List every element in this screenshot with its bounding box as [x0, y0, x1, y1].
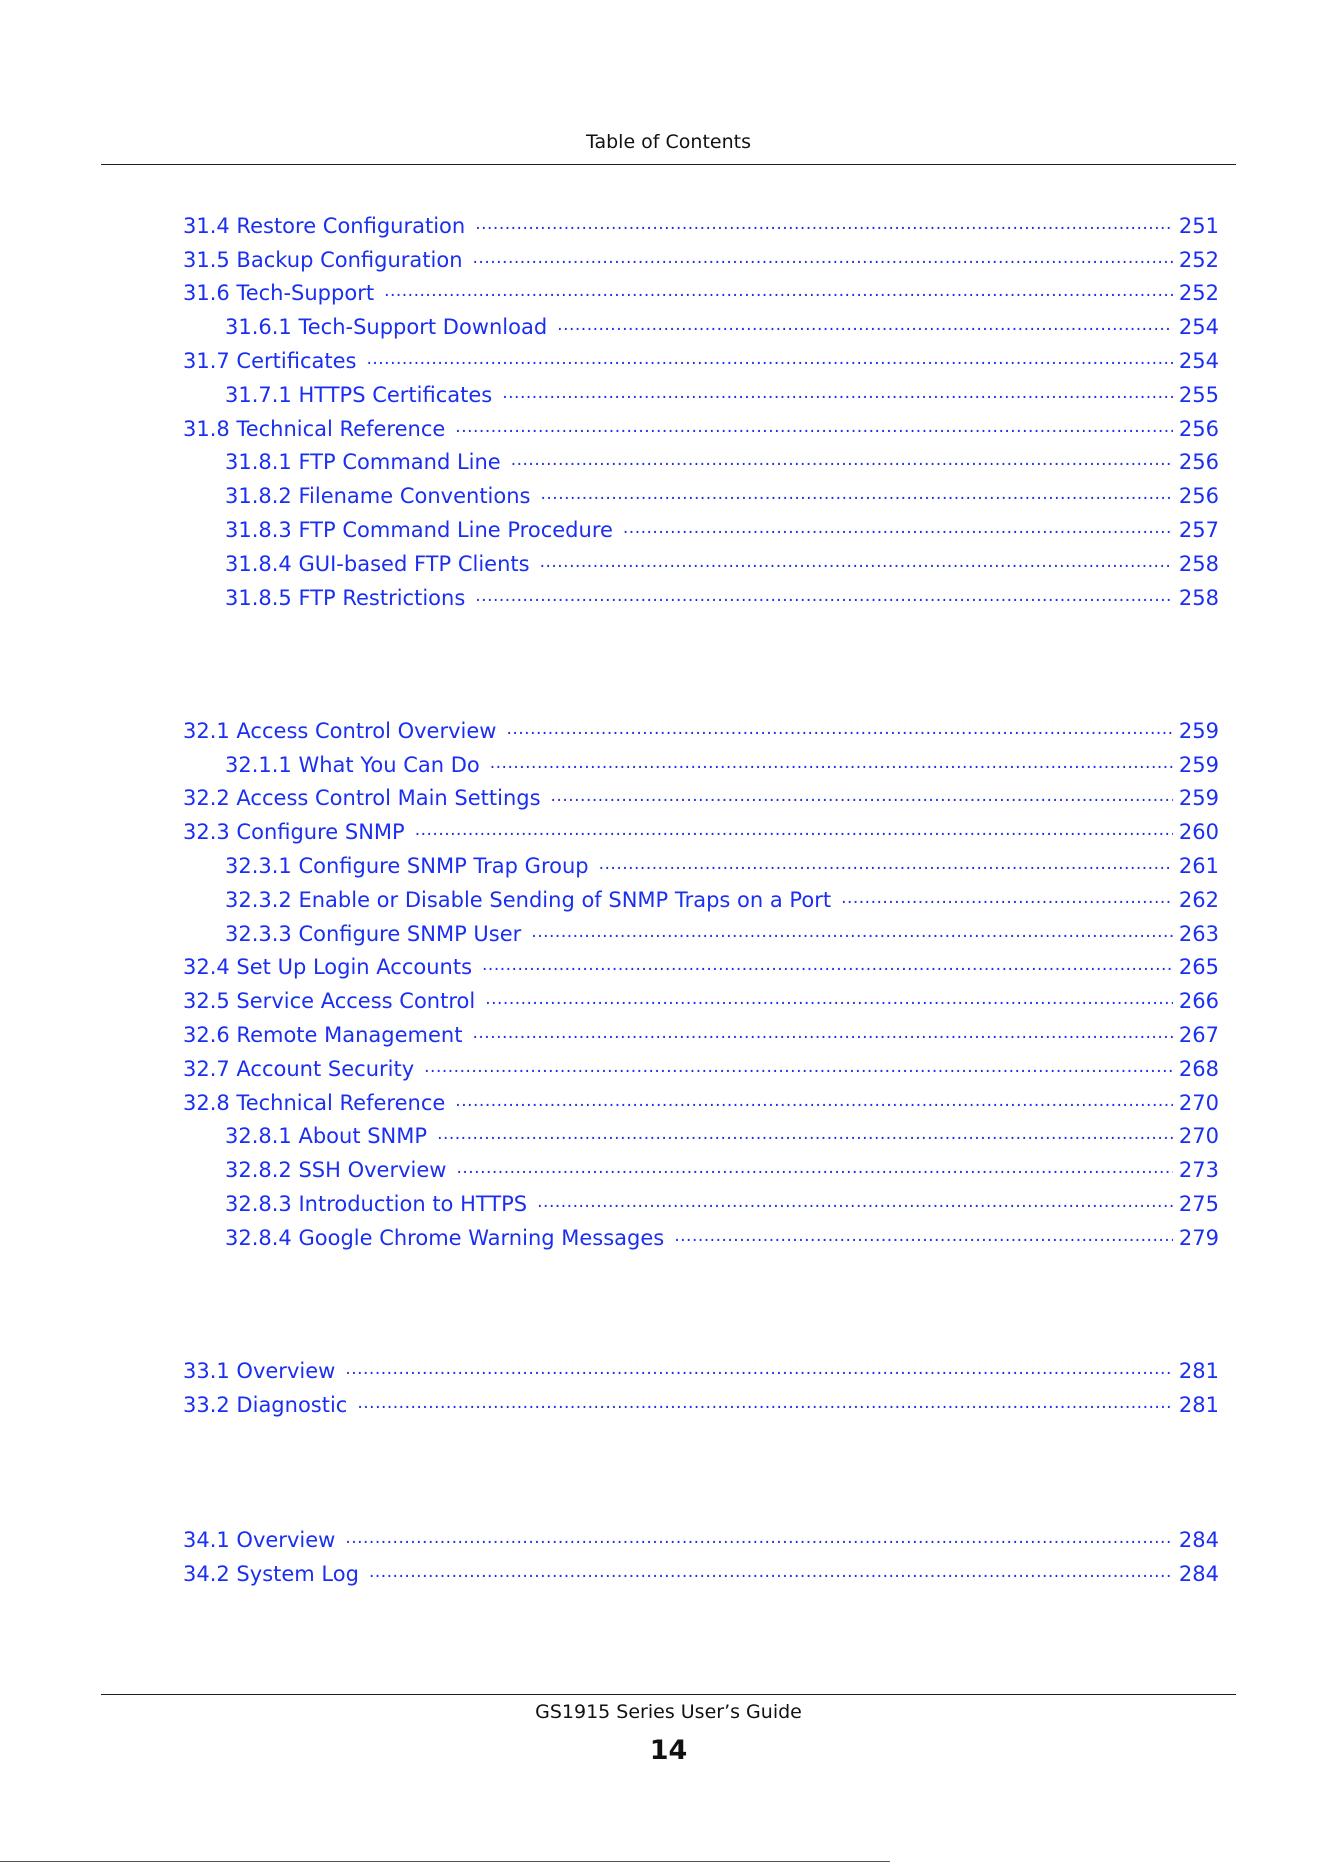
toc-group-chapter-32: [183, 714, 1219, 1255]
toc-entry-title: 32.3 Configure SNMP: [183, 820, 405, 845]
toc-dot-leader: [345, 1359, 1173, 1383]
toc-dot-leader: [472, 1023, 1172, 1047]
toc-entry[interactable]: [183, 1221, 1219, 1255]
toc-dot-leader: [511, 450, 1173, 474]
toc-entry-page: 270: [1178, 1124, 1219, 1149]
toc-entry-title: 32.3.1 Configure SNMP Trap Group: [225, 854, 589, 879]
toc-dot-leader: [369, 1562, 1173, 1586]
toc-entry-title: 31.8.2 Filename Conventions: [225, 484, 531, 509]
toc-entry-title: 33.1 Overview: [183, 1358, 336, 1383]
toc-entry[interactable]: [183, 815, 1219, 849]
toc-entry[interactable]: [183, 581, 1219, 615]
toc-entry-page: 255: [1178, 382, 1219, 407]
toc-entry-page: 275: [1178, 1192, 1219, 1217]
toc-entry[interactable]: [183, 1018, 1219, 1052]
toc-group-chapter-31: [183, 209, 1219, 615]
toc-entry-page: 252: [1178, 281, 1219, 306]
toc-dot-leader: [415, 820, 1173, 844]
toc-dot-leader: [551, 786, 1173, 810]
toc-dot-leader: [623, 518, 1173, 542]
toc-entry[interactable]: [183, 1557, 1219, 1591]
toc-group-chapter-34: [183, 1523, 1219, 1591]
toc-entry-title: 32.1 Access Control Overview: [183, 718, 497, 743]
header-title: Table of Contents: [586, 131, 751, 153]
page-header: [101, 126, 1236, 165]
toc-entry[interactable]: [183, 1052, 1219, 1086]
toc-entry[interactable]: [183, 917, 1219, 951]
toc-entry-page: 251: [1178, 213, 1219, 238]
toc-entry-page: 263: [1178, 921, 1219, 946]
toc-dot-leader: [455, 417, 1173, 441]
toc-entry-page: 281: [1178, 1392, 1219, 1417]
toc-entry-title: 31.7.1 HTTPS Certificates: [225, 382, 493, 407]
footer-guide-title: GS1915 Series User’s Guide: [535, 1701, 802, 1723]
toc-entry[interactable]: [183, 243, 1219, 277]
toc-entry-title: 32.1.1 What You Can Do: [225, 752, 480, 777]
toc-entry[interactable]: [183, 748, 1219, 782]
bottom-divider: [0, 1861, 890, 1862]
toc-entry-title: 32.8.1 About SNMP: [225, 1124, 428, 1149]
toc-entry[interactable]: [183, 513, 1219, 547]
toc-entry-title: 31.8.1 FTP Command Line: [225, 450, 501, 475]
toc-entry-page: 268: [1178, 1056, 1219, 1081]
toc-dot-leader: [540, 484, 1172, 508]
toc-entry[interactable]: [183, 714, 1219, 748]
toc-dot-leader: [506, 719, 1172, 743]
toc-entry[interactable]: [183, 479, 1219, 513]
toc-entry-title: 32.3.2 Enable or Disable Sending of SNMP Traps on a Port: [225, 887, 832, 912]
toc-entry-title: 31.8.5 FTP Restrictions: [225, 585, 466, 610]
toc-entry-title: 32.6 Remote Management: [183, 1023, 463, 1048]
toc-entry[interactable]: [183, 1086, 1219, 1120]
toc-entry-page: 281: [1178, 1358, 1219, 1383]
toc-entry[interactable]: [183, 782, 1219, 816]
toc-entry[interactable]: [183, 1523, 1219, 1557]
toc-entry[interactable]: [183, 412, 1219, 446]
toc-entry-title: 31.8 Technical Reference: [183, 416, 446, 441]
toc-entry[interactable]: [183, 344, 1219, 378]
toc-dot-leader: [475, 586, 1173, 610]
toc-dot-leader: [437, 1124, 1173, 1148]
toc-entry-page: 273: [1178, 1158, 1219, 1183]
toc-dot-leader: [557, 315, 1173, 339]
toc-entry-page: 270: [1178, 1090, 1219, 1115]
toc-entry-page: 252: [1178, 247, 1219, 272]
toc-entry-page: 284: [1178, 1561, 1219, 1586]
toc-entry-title: 32.7 Account Security: [183, 1056, 415, 1081]
toc-entry-title: 32.8.3 Introduction to HTTPS: [225, 1192, 528, 1217]
page-number: 14: [649, 1735, 688, 1766]
toc-dot-leader: [531, 922, 1173, 946]
toc-entry[interactable]: [183, 1120, 1219, 1154]
toc-dot-leader: [384, 281, 1173, 305]
toc-entry[interactable]: [183, 849, 1219, 883]
toc-entry-title: 32.8 Technical Reference: [183, 1090, 446, 1115]
toc-entry-page: 259: [1178, 752, 1219, 777]
toc-entry-page: 258: [1178, 551, 1219, 576]
toc-dot-leader: [502, 383, 1173, 407]
toc-entry-page: 265: [1178, 955, 1219, 980]
toc-entry-title: 34.2 System Log: [183, 1561, 359, 1586]
toc-entry-page: 254: [1178, 315, 1219, 340]
toc-entry[interactable]: [183, 277, 1219, 311]
toc-dot-leader: [424, 1057, 1173, 1081]
toc-entry[interactable]: [183, 209, 1219, 243]
toc-group-chapter-33: [183, 1354, 1219, 1422]
toc-dot-leader: [366, 349, 1172, 373]
toc-entry[interactable]: [183, 1187, 1219, 1221]
toc-entry-page: 257: [1178, 518, 1219, 543]
toc-dot-leader: [456, 1158, 1172, 1182]
toc-entry[interactable]: [183, 310, 1219, 344]
toc-dot-leader: [473, 248, 1173, 272]
toc-entry-page: 258: [1178, 585, 1219, 610]
toc-dot-leader: [482, 955, 1173, 979]
toc-entry-title: 33.2 Diagnostic: [183, 1392, 348, 1417]
toc-entry-title: 31.8.3 FTP Command Line Procedure: [225, 518, 613, 543]
toc-dot-leader: [674, 1226, 1173, 1250]
toc-entry-title: 31.6 Tech-Support: [183, 281, 375, 306]
toc-entry-page: 266: [1178, 989, 1219, 1014]
toc-entry-title: 31.7 Certificates: [183, 349, 357, 374]
toc-entry-page: 284: [1178, 1527, 1219, 1552]
toc-entry[interactable]: [183, 378, 1219, 412]
toc-entry-page: 279: [1178, 1225, 1219, 1250]
toc-entry-page: 259: [1178, 718, 1219, 743]
toc-entry-title: 31.8.4 GUI-based FTP Clients: [225, 551, 530, 576]
toc-dot-leader: [841, 888, 1173, 912]
toc-entry[interactable]: [183, 1354, 1219, 1388]
toc-entry-title: 31.6.1 Tech-Support Download: [225, 315, 548, 340]
toc-entry-page: 256: [1178, 484, 1219, 509]
toc-dot-leader: [485, 989, 1173, 1013]
toc-entry-page: 256: [1178, 416, 1219, 441]
toc-dot-leader: [490, 753, 1173, 777]
toc-entry-title: 32.4 Set Up Login Accounts: [183, 955, 473, 980]
toc-entry-title: 31.5 Backup Configuration: [183, 247, 463, 272]
toc-entry[interactable]: [183, 547, 1219, 581]
toc-dot-leader: [357, 1393, 1173, 1417]
toc-dot-leader: [599, 854, 1173, 878]
toc-entry[interactable]: [183, 883, 1219, 917]
toc-entry-page: 254: [1178, 349, 1219, 374]
toc-entry-page: 267: [1178, 1023, 1219, 1048]
toc-dot-leader: [537, 1192, 1173, 1216]
toc-entry-title: 32.2 Access Control Main Settings: [183, 786, 541, 811]
toc-entry[interactable]: [183, 1153, 1219, 1187]
toc-entry-title: 31.4 Restore Configuration: [183, 213, 466, 238]
toc-dot-leader: [475, 214, 1173, 238]
toc-entry[interactable]: [183, 1388, 1219, 1422]
toc-dot-leader: [540, 552, 1173, 576]
toc-entry[interactable]: [183, 446, 1219, 480]
toc-entry-page: 261: [1178, 854, 1219, 879]
toc-entry[interactable]: [183, 984, 1219, 1018]
toc-entry-title: 32.3.3 Configure SNMP User: [225, 921, 522, 946]
toc-dot-leader: [455, 1091, 1173, 1115]
toc-entry-title: 32.5 Service Access Control: [183, 989, 476, 1014]
toc-entry-page: 256: [1178, 450, 1219, 475]
toc-entry[interactable]: [183, 951, 1219, 985]
toc-entry-page: 260: [1178, 820, 1219, 845]
toc-entry-title: 32.8.4 Google Chrome Warning Messages: [225, 1225, 665, 1250]
toc-entry-title: 34.1 Overview: [183, 1527, 336, 1552]
page-footer: [101, 1694, 1236, 1766]
toc-entry-page: 259: [1178, 786, 1219, 811]
toc-entry-title: 32.8.2 SSH Overview: [225, 1158, 447, 1183]
toc-entry-page: 262: [1178, 887, 1219, 912]
toc-dot-leader: [345, 1528, 1173, 1552]
